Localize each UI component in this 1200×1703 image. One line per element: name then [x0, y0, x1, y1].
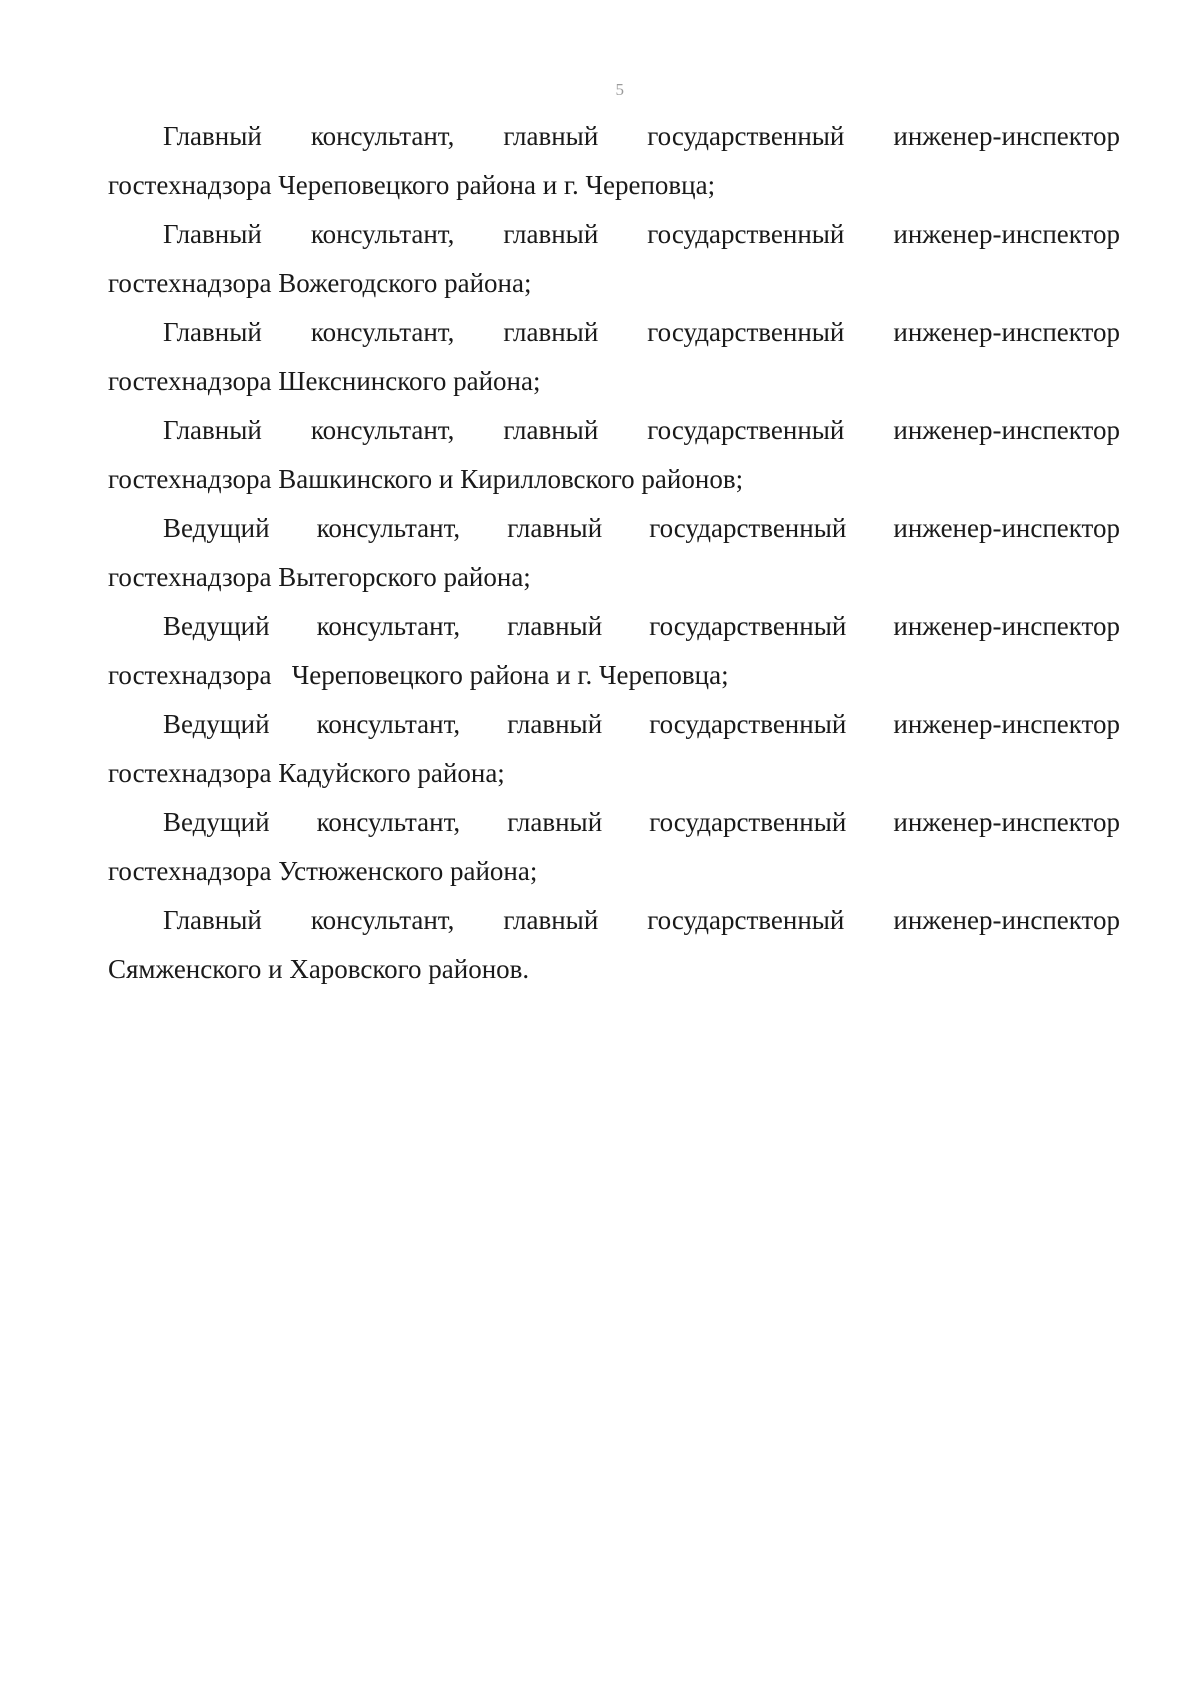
- paragraph-line: гостехнадзора Череповецкого района и г. Череповца;: [108, 170, 716, 200]
- paragraph-line: Главный консультант, главный государственный инженер-инспектор: [163, 219, 1120, 249]
- paragraph: [108, 896, 1120, 994]
- paragraph: [108, 210, 1120, 308]
- paragraph: [108, 700, 1120, 798]
- paragraph: [108, 798, 1120, 896]
- paragraph-line: гостехнадзора Вытегорского района;: [108, 562, 531, 592]
- page-number: 5: [615, 80, 625, 99]
- paragraph-line: гостехнадзора Вожегодского района;: [108, 268, 532, 298]
- paragraph: [108, 504, 1120, 602]
- paragraph-line: гостехнадзора Кадуйского района;: [108, 758, 505, 788]
- paragraph-line: гостехнадзора Череповецкого района и г. Череповца;: [108, 660, 729, 690]
- document-body: [108, 112, 1120, 994]
- paragraph-line: Ведущий консультант, главный государственный инженер-инспектор: [163, 709, 1120, 739]
- paragraph: [108, 112, 1120, 210]
- paragraph-line: Главный консультант, главный государственный инженер-инспектор: [163, 317, 1120, 347]
- paragraph-line: гостехнадзора Шекснинского района;: [108, 366, 541, 396]
- paragraph-line: Главный консультант, главный государственный инженер-инспектор: [163, 415, 1120, 445]
- paragraph-line: гостехнадзора Вашкинского и Кирилловского районов;: [108, 464, 744, 494]
- paragraph-line: Главный консультант, главный государственный инженер-инспектор: [163, 905, 1120, 935]
- paragraph: [108, 602, 1120, 700]
- paragraph-line: гостехнадзора Устюженского района;: [108, 856, 538, 886]
- paragraph-line: Сямженского и Харовского районов.: [108, 954, 530, 984]
- paragraph: [108, 406, 1120, 504]
- paragraph-line: Главный консультант, главный государственный инженер-инспектор: [163, 121, 1120, 151]
- paragraph: [108, 308, 1120, 406]
- paragraph-line: Ведущий консультант, главный государственный инженер-инспектор: [163, 611, 1120, 641]
- paragraph-line: Ведущий консультант, главный государственный инженер-инспектор: [163, 807, 1120, 837]
- paragraph-line: Ведущий консультант, главный государственный инженер-инспектор: [163, 513, 1120, 543]
